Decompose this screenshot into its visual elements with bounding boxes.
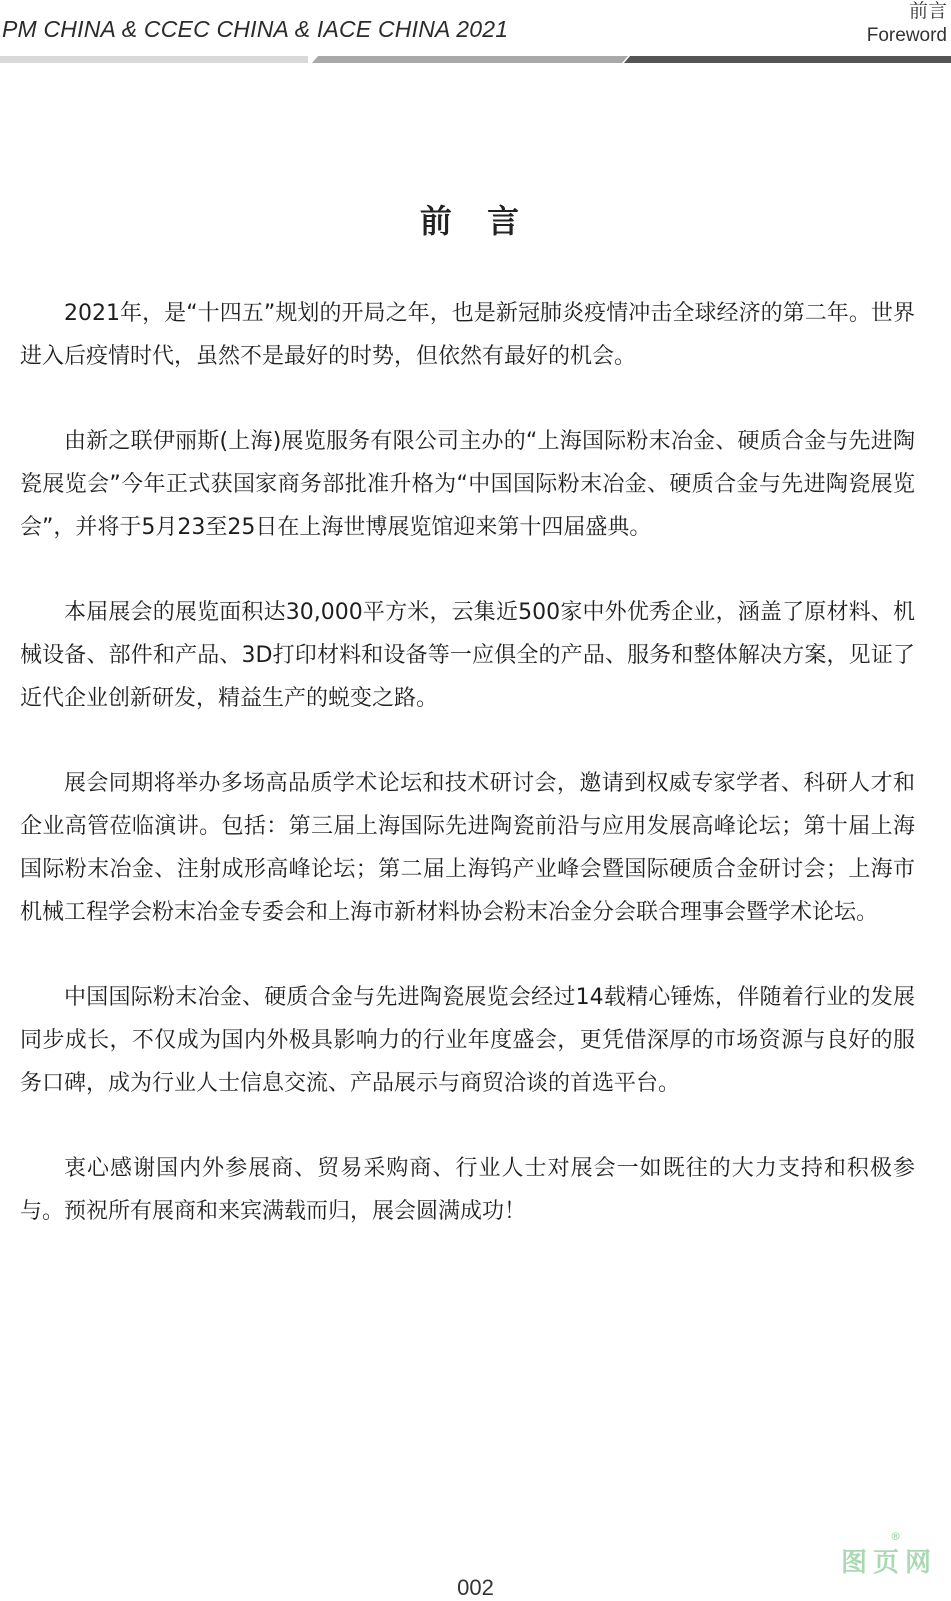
header-divider-medium [312, 56, 628, 63]
paragraph-4: 展会同期将举办多场高品质学术论坛和技术研讨会，邀请到权威专家学者、科研人才和企业高管莅临演讲。包括：第三届上海国际先进陶瓷前沿与应用发展高峰论坛；第十届上海国际粉末冶金、注射成形高峰论坛；第二届上海钨产业峰会暨国际硬质合金研讨会；上海市机械工程学会粉末冶金专委会和上海市新材料协会粉末冶金分会联合理事会暨学术论坛。 [20, 771, 915, 925]
section-label-chinese: 前言 [908, 0, 947, 22]
page-number: 002 [457, 1575, 494, 1600]
watermark-text: 图页网 [840, 1548, 937, 1578]
paragraph-3: 本届展会的展览面积达30,000平方米，云集近500家中外优秀企业，涵盖了原材料、机械设备、部件和产品、3D打印材料和设备等一应俱全的产品、服务和整体解决方案，见证了近代企业创新研发，精益生产的蜕变之路。 [20, 600, 915, 711]
watermark-logo [840, 1530, 937, 1579]
registered-mark: ® [890, 1530, 901, 1543]
paragraph-2: 由新之联伊丽斯(上海)展览服务有限公司主办的“上海国际粉末冶金、硬质合金与先进陶瓷展览会”今年正式获国家商务部批准升格为“中国国际粉末冶金、硬质合金与先进陶瓷展览会”，并将于5月23至25日在上海世博展览馆迎来第十四届盛典。 [20, 429, 915, 540]
header-divider-dark [624, 56, 951, 63]
page-heading: 前 言 [419, 202, 532, 240]
paragraph-1: 2021年，是“十四五”规划的开局之年，也是新冠肺炎疫情冲击全球经济的第二年。世界进入后疫情时代，虽然不是最好的时势，但依然有最好的机会。 [20, 301, 915, 369]
section-label [867, 0, 947, 50]
header-divider-light [0, 56, 308, 63]
paragraph-5: 中国国际粉末冶金、硬质合金与先进陶瓷展览会经过14载精心锤炼，伴随着行业的发展同步成长，不仅成为国内外极具影响力的行业年度盛会，更凭借深厚的市场资源与良好的服务口碑，成为行业人士信息交流、产品展示与商贸洽谈的首选平台。 [20, 985, 915, 1096]
document-header-title: PM CHINA & CCEC CHINA & IACE CHINA 2021 [2, 16, 509, 42]
section-label-english: Foreword [866, 25, 947, 46]
foreword-body [20, 292, 915, 1275]
paragraph-6: 衷心感谢国内外参展商、贸易采购商、行业人士对展会一如既往的大力支持和积极参与。预祝所有展商和来宾满载而归，展会圆满成功！ [20, 1156, 915, 1224]
